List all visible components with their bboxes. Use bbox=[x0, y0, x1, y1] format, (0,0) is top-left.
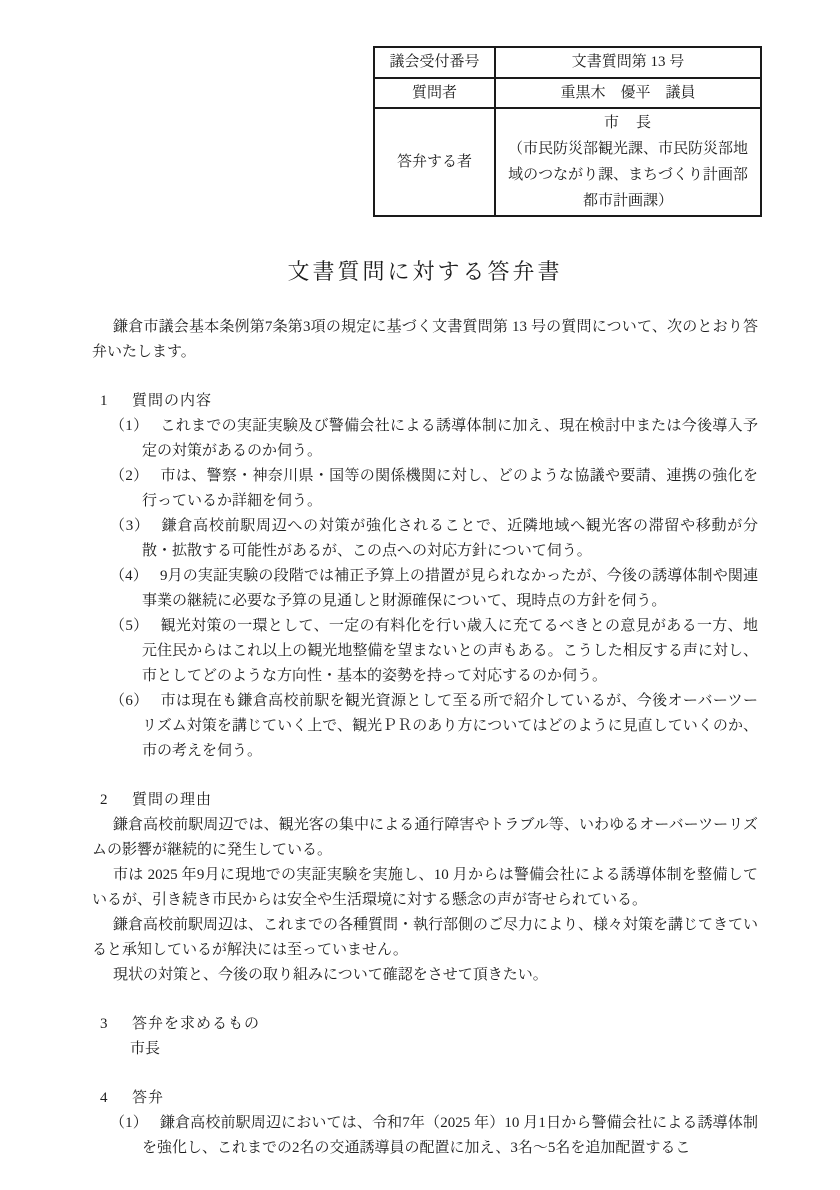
responder-departments: （市民防災部観光課、市民防災部地域のつながり課、まちづくり計画部都市計画課） bbox=[507, 141, 748, 209]
question-item-3 bbox=[110, 514, 758, 564]
item-marker: （6） bbox=[110, 693, 149, 709]
item-marker: （2） bbox=[110, 468, 149, 484]
item-marker: （4） bbox=[110, 568, 148, 584]
table-row bbox=[374, 108, 761, 216]
item-marker: （5） bbox=[110, 618, 149, 634]
item-text: 市は、警察・神奈川県・国等の関係機関に対し、どのような協議や要請、連携の強化を行っているか詳細を伺う。 bbox=[142, 468, 758, 509]
section-4-label: 答弁 bbox=[132, 1090, 165, 1106]
questioner-value: 重黒木 優平 議員 bbox=[495, 78, 761, 108]
section-1-number: 1 bbox=[100, 393, 108, 409]
section-2-number: 2 bbox=[100, 792, 108, 808]
question-item-6 bbox=[110, 689, 758, 764]
question-item-2 bbox=[110, 464, 758, 514]
item-text: これまでの実証実験及び警備会社による誘導体制に加え、現在検討中または今後導入予定の対策があるのか伺う。 bbox=[142, 418, 758, 459]
item-marker: （3） bbox=[110, 518, 150, 534]
page-title: 文書質問に対する答弁書 bbox=[287, 259, 563, 284]
item-text: 市は現在も鎌倉高校前駅を観光資源として至る所で紹介しているが、今後オーバーツーリズム対策を講じていく上で、観光ＰＲのあり方についてはどのように見直していくのか、市の考えを伺う。 bbox=[142, 693, 758, 759]
item-text: 9月の実証実験の段階では補正予算上の措置が見られなかったが、今後の誘導体制や関連事業の継続に必要な予算の見通しと財源確保について、現時点の方針を伺う。 bbox=[142, 568, 758, 609]
answer-target: 市長 bbox=[130, 1041, 161, 1057]
section-1-label: 質問の内容 bbox=[132, 393, 213, 409]
responder-main: 市 長 bbox=[603, 115, 652, 131]
reception-number-label: 議会受付番号 bbox=[374, 47, 495, 78]
meta-table bbox=[373, 46, 762, 217]
section-3-heading bbox=[100, 1012, 758, 1037]
reason-paragraph-1: 鎌倉高校前駅周辺では、観光客の集中による通行障害やトラブル等、いわゆるオーバーツーリズムの影響が継続的に発生している。 bbox=[92, 817, 758, 858]
section-3-label: 答弁を求めるもの bbox=[132, 1016, 261, 1032]
item-marker: （1） bbox=[110, 418, 149, 434]
responder-label: 答弁する者 bbox=[374, 108, 495, 216]
section-1-heading bbox=[100, 389, 758, 414]
table-row bbox=[374, 78, 761, 108]
questioner-label: 質問者 bbox=[374, 78, 495, 108]
intro-paragraph: 鎌倉市議会基本条例第7条第3項の規定に基づく文書質問第 13 号の質問について、次のとおり答弁いたします。 bbox=[92, 319, 758, 360]
section-4-number: 4 bbox=[100, 1090, 108, 1106]
question-item-1 bbox=[110, 414, 758, 464]
section-4-heading bbox=[100, 1086, 758, 1111]
answer-item-1 bbox=[110, 1111, 758, 1161]
reason-paragraph-3: 鎌倉高校前駅周辺は、これまでの各種質問・執行部側のご尽力により、様々対策を講じてきていると承知しているが解決には至っていません。 bbox=[92, 917, 759, 958]
question-item-4 bbox=[110, 564, 758, 614]
question-item-5 bbox=[110, 614, 758, 689]
section-3-number: 3 bbox=[100, 1016, 108, 1032]
item-text: 鎌倉高校前駅周辺への対策が強化されることで、近隣地域へ観光客の滞留や移動が分散・拡散する可能性があるが、この点への対応方針について伺う。 bbox=[142, 518, 758, 559]
section-2-label: 質問の理由 bbox=[132, 792, 213, 808]
reason-paragraph-4: 現状の対策と、今後の取り組みについて確認をさせて頂きたい。 bbox=[113, 967, 548, 983]
reason-paragraph-2: 市は 2025 年9月に現地での実証実験を実施し、10 月からは警備会社による誘導体制を整備しているが、引き続き市民からは安全や生活環境に対する懸念の声が寄せられている。 bbox=[92, 867, 758, 908]
reception-number-value: 文書質問第 13 号 bbox=[495, 47, 761, 78]
section-2-heading bbox=[100, 788, 758, 813]
item-text: 観光対策の一環として、一定の有料化を行い歳入に充てるべきとの意見がある一方、地元住民からはこれ以上の観光地整備を望まないとの声もある。こうした相反する声に対し、市としてどのような方向性・基本的姿勢を持って対応するのか伺う。 bbox=[142, 618, 758, 684]
responder-value bbox=[495, 108, 761, 216]
item-text: 鎌倉高校前駅周辺においては、令和7年（2025 年）10 月1日から警備会社による誘導体制を強化し、これまでの2名の交通誘導員の配置に加え、3名～5名を追加配置するこ bbox=[142, 1115, 758, 1156]
item-marker: （1） bbox=[110, 1115, 148, 1131]
table-row bbox=[374, 47, 761, 78]
